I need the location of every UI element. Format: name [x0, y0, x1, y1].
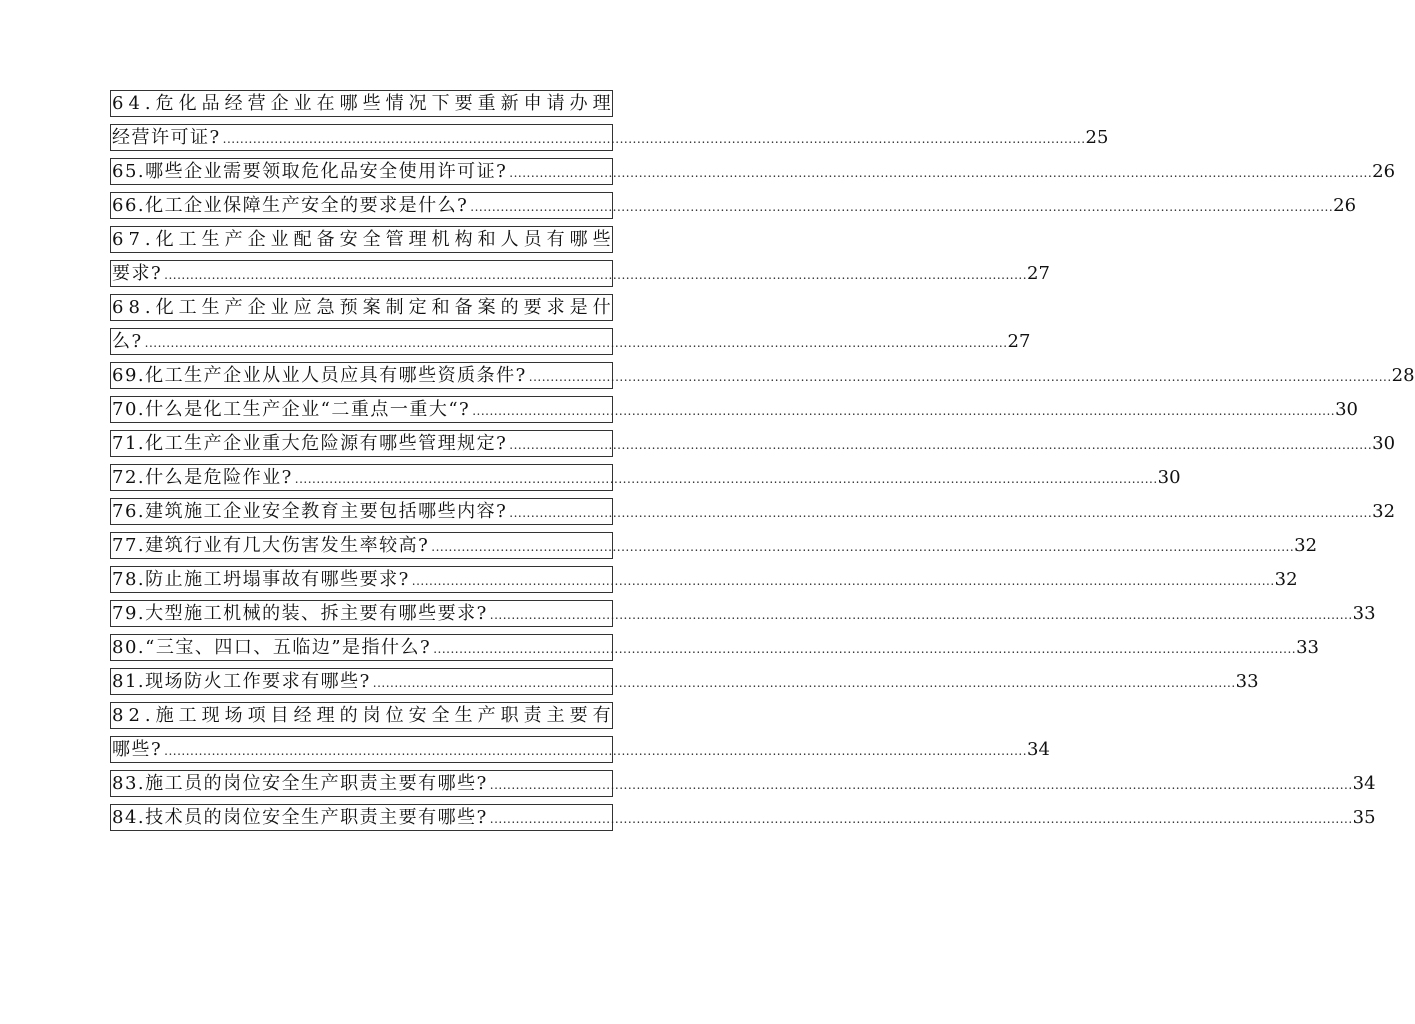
toc-page-number: 32	[1372, 501, 1396, 522]
toc-page-number: 30	[1335, 399, 1358, 420]
toc-entry-title: 71.化工生产企业重大危险源有哪些管理规定?	[112, 433, 508, 454]
toc-entry[interactable]	[110, 532, 1318, 559]
toc-entry-title: 要求?	[112, 263, 163, 284]
toc-entry-title: 81.现场防火工作要求有哪些?	[112, 671, 371, 692]
toc-page-number: 35	[1352, 807, 1376, 828]
toc-page-number: 30	[1157, 467, 1181, 488]
toc-entry-title: 66.化工企业保障生产安全的要求是什么?	[112, 195, 469, 216]
toc-entry[interactable]	[110, 362, 1415, 389]
toc-entry[interactable]	[110, 600, 1376, 627]
dot-leader: ........................................................................................................................................................................................................	[509, 166, 1373, 180]
dot-leader: ........................................................................................................................................................................................................	[411, 574, 1275, 588]
dot-leader: ........................................................................................................................................................................................................	[372, 676, 1236, 690]
dot-leader: ........................................................................................................................................................................................................	[489, 812, 1353, 826]
toc-entry[interactable]	[110, 328, 1031, 355]
dot-leader: ........................................................................................................................................................................................................	[489, 608, 1353, 622]
dot-leader: ........................................................................................................................................................................................................	[472, 404, 1336, 418]
toc-entry[interactable]	[110, 430, 1396, 457]
toc-page-number: 34	[1352, 773, 1376, 794]
toc-page-number: 27	[1007, 331, 1031, 352]
toc-entry[interactable]	[110, 226, 616, 253]
dot-leader: ........................................................................................................................................................................................................	[470, 200, 1334, 214]
toc-entry[interactable]	[110, 124, 1109, 151]
toc-entry-title: 么?	[112, 331, 143, 352]
toc-entry[interactable]	[110, 192, 1357, 219]
toc-entry-title: 68.化工生产企业应急预案制定和备案的要求是什	[112, 297, 616, 318]
dot-leader: ........................................................................................................................................................................................................	[431, 540, 1295, 554]
toc-entry[interactable]	[110, 804, 1376, 831]
toc-page-number: 33	[1352, 603, 1376, 624]
dot-leader: ........................................................................................................................................................................................................	[433, 642, 1297, 656]
toc-entry-title: 79.大型施工机械的装、拆主要有哪些要求?	[112, 603, 488, 624]
toc-entry[interactable]	[110, 396, 1358, 423]
toc-entry[interactable]	[110, 702, 616, 729]
toc-page-number: 26	[1333, 195, 1357, 216]
toc-page-number: 32	[1294, 535, 1318, 556]
toc-page-number: 28	[1391, 365, 1415, 386]
toc-entry[interactable]	[110, 770, 1376, 797]
toc-entry[interactable]	[110, 736, 1050, 763]
toc-entry-title: 82.施工现场项目经理的岗位安全生产职责主要有	[112, 705, 616, 726]
toc-entry-title: 70.什么是化工生产企业“二重点一重大“?	[112, 399, 471, 420]
dot-leader: ........................................................................................................................................................................................................	[164, 744, 1028, 758]
toc-entry-title: 78.防止施工坍塌事故有哪些要求?	[112, 569, 410, 590]
toc-entry[interactable]	[110, 158, 1396, 185]
toc-entry-title: 80.“三宝、四口、五临边”是指什么?	[112, 637, 432, 658]
toc-entry-title: 64.危化品经营企业在哪些情况下要重新申请办理	[112, 93, 616, 114]
toc-entry[interactable]	[110, 498, 1396, 525]
toc-page-number: 30	[1372, 433, 1396, 454]
toc-page-number: 32	[1274, 569, 1298, 590]
dot-leader: ........................................................................................................................................................................................................	[509, 438, 1373, 452]
toc-entry-title: 72.什么是危险作业?	[112, 467, 293, 488]
toc-entry[interactable]	[110, 668, 1259, 695]
dot-leader: ........................................................................................................................................................................................................	[294, 472, 1158, 486]
toc-entry-title: 77.建筑行业有几大伤害发生率较高?	[112, 535, 430, 556]
table-of-contents	[110, 90, 1415, 838]
toc-entry[interactable]	[110, 260, 1050, 287]
toc-entry-title: 67.化工生产企业配备安全管理机构和人员有哪些	[112, 229, 616, 250]
toc-page-number: 25	[1085, 127, 1109, 148]
dot-leader: ........................................................................................................................................................................................................	[164, 268, 1028, 282]
toc-entry-title: 84.技术员的岗位安全生产职责主要有哪些?	[112, 807, 488, 828]
toc-page-number: 26	[1372, 161, 1396, 182]
dot-leader: ........................................................................................................................................................................................................	[509, 506, 1373, 520]
dot-leader: ........................................................................................................................................................................................................	[528, 370, 1392, 384]
toc-page-number: 34	[1027, 739, 1050, 760]
toc-entry-title: 哪些?	[112, 739, 163, 760]
toc-entry-title: 经营许可证?	[112, 127, 221, 148]
toc-entry[interactable]	[110, 294, 616, 321]
toc-page-number: 33	[1296, 637, 1319, 658]
toc-entry-title: 69.化工生产企业从业人员应具有哪些资质条件?	[112, 365, 527, 386]
dot-leader: ........................................................................................................................................................................................................	[144, 336, 1008, 350]
toc-page-number: 27	[1027, 263, 1050, 284]
toc-entry[interactable]	[110, 464, 1181, 491]
toc-entry-title: 76.建筑施工企业安全教育主要包括哪些内容?	[112, 501, 508, 522]
dot-leader: ........................................................................................................................................................................................................	[489, 778, 1353, 792]
toc-page-number: 33	[1235, 671, 1259, 692]
toc-entry-title: 83.施工员的岗位安全生产职责主要有哪些?	[112, 773, 488, 794]
toc-entry[interactable]	[110, 90, 616, 117]
toc-entry[interactable]	[110, 566, 1298, 593]
dot-leader: ........................................................................................................................................................................................................	[222, 132, 1086, 146]
toc-entry[interactable]	[110, 634, 1319, 661]
toc-entry-title: 65.哪些企业需要领取危化品安全使用许可证?	[112, 161, 508, 182]
